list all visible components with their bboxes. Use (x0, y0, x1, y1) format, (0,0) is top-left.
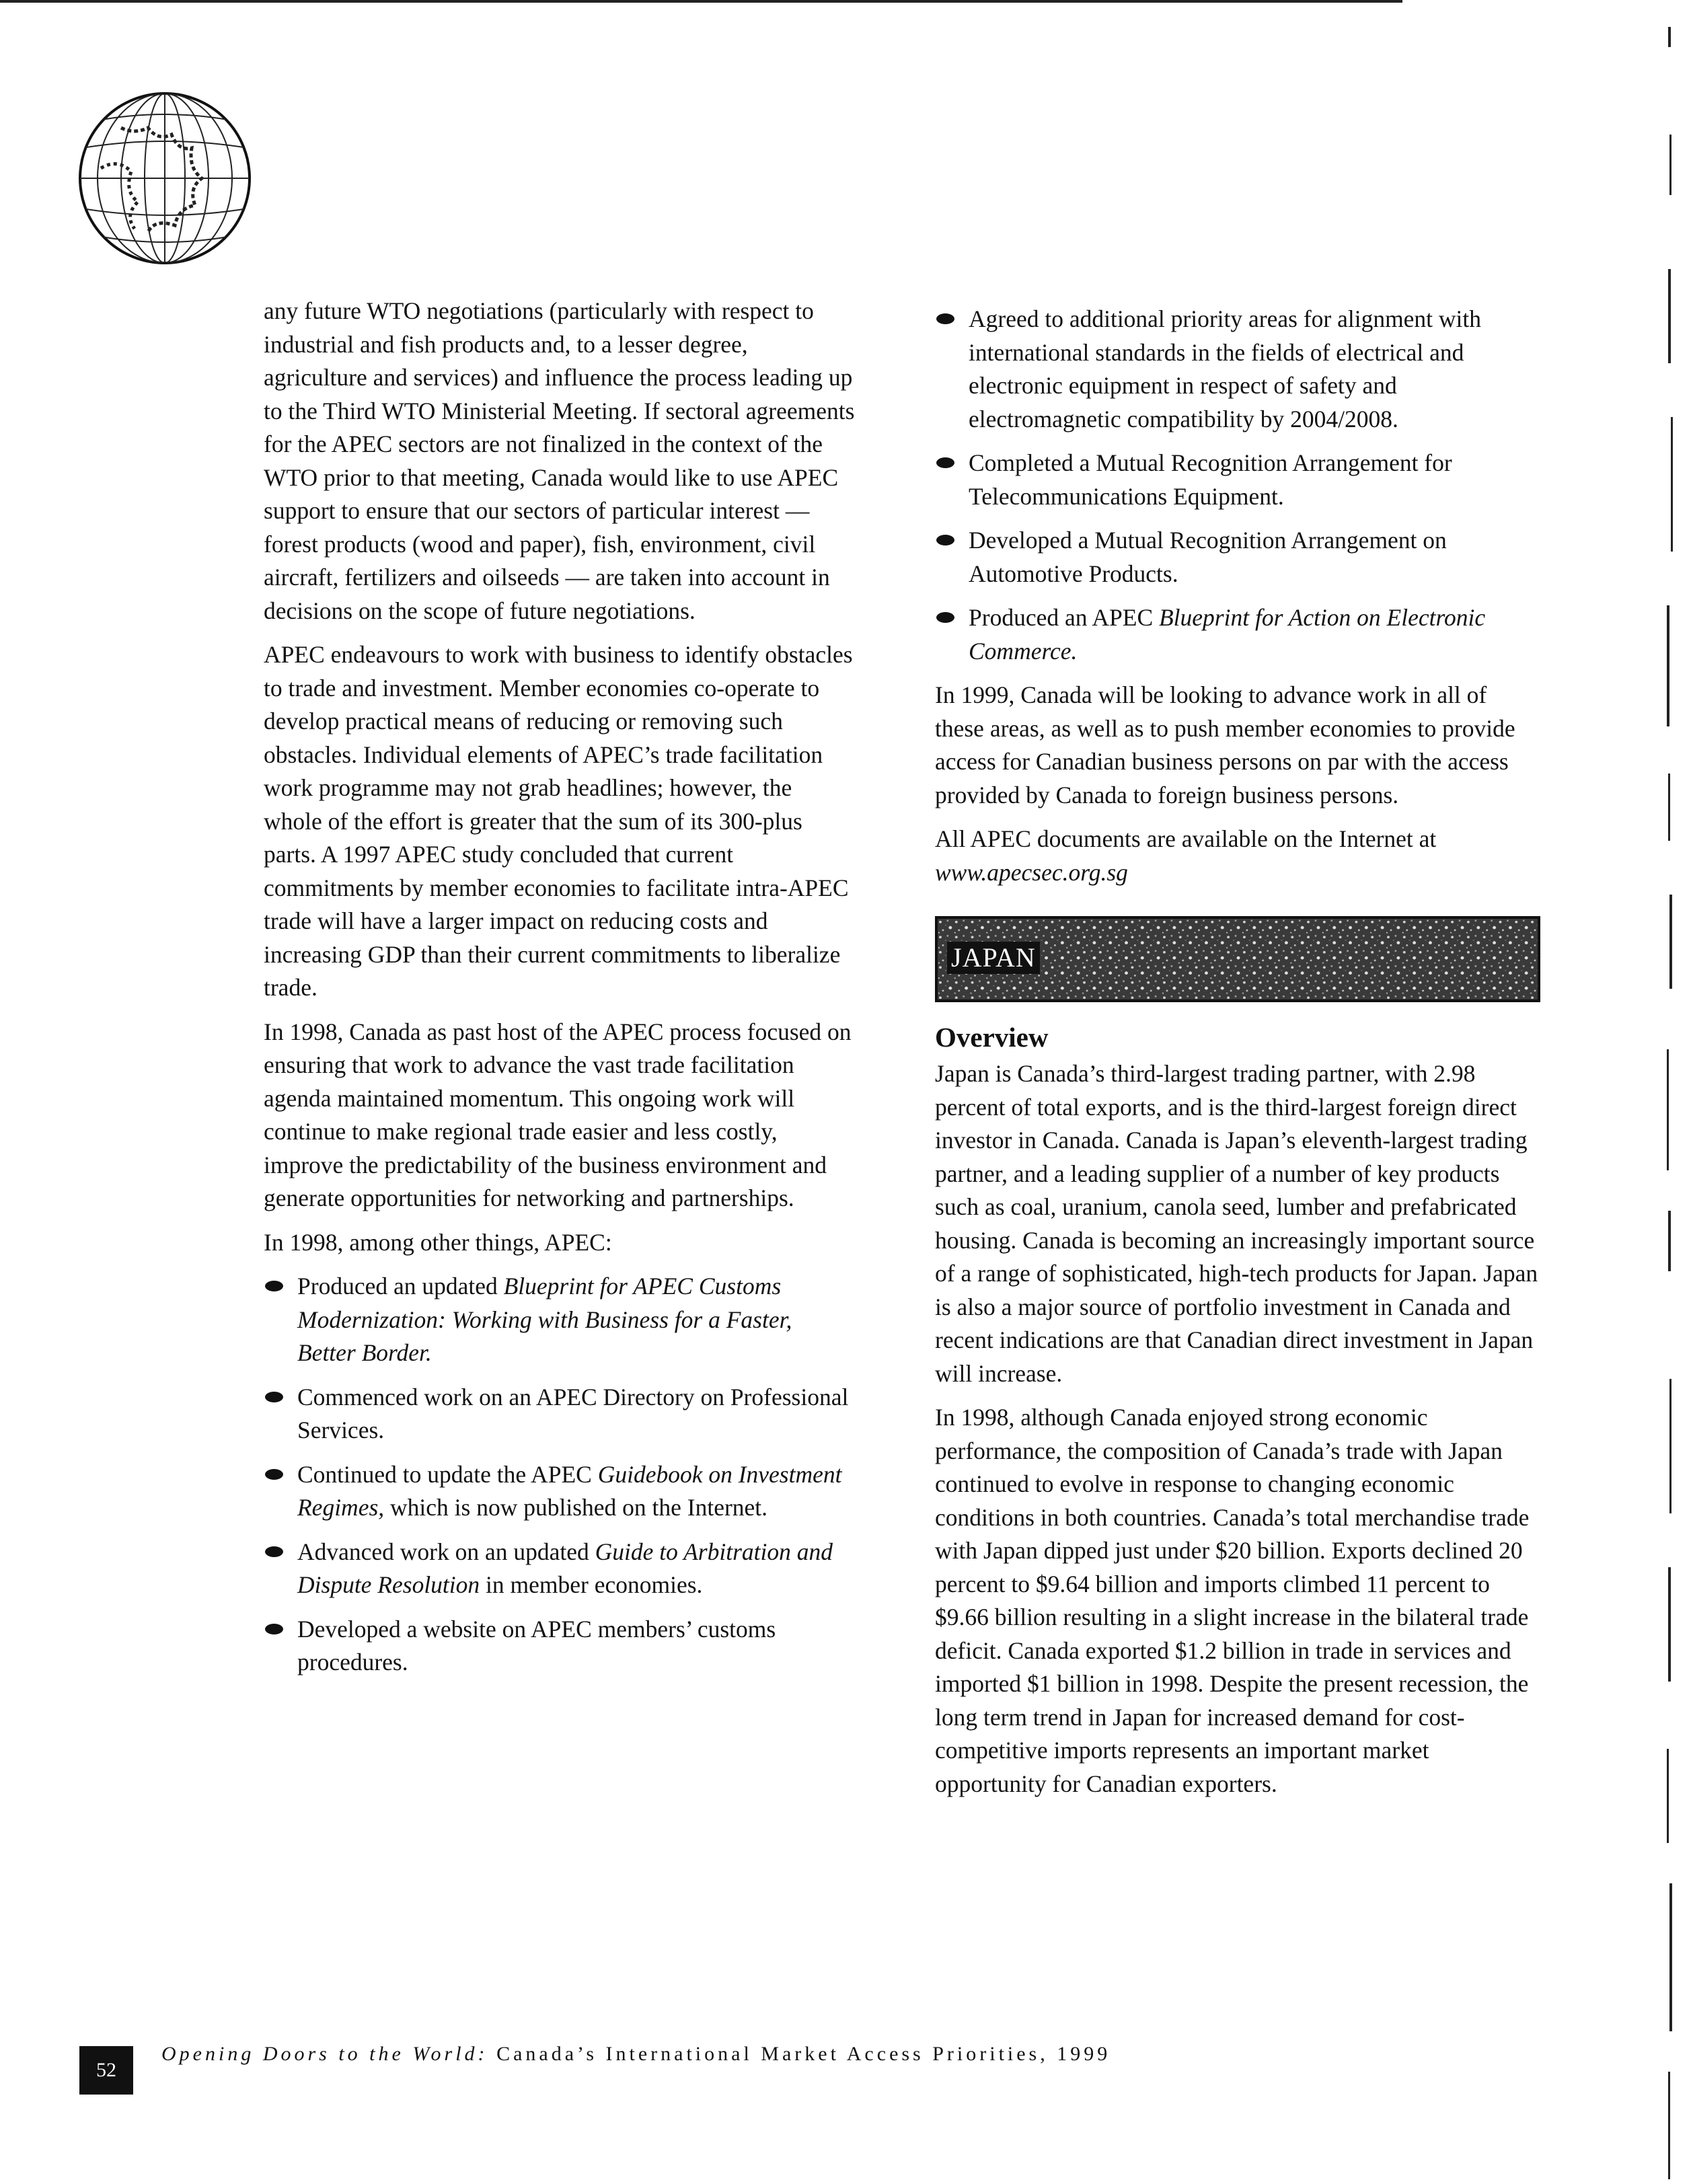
body-paragraph: Japan is Canada’s third-largest trading partner, with 2.98 percent of total exports, and is the third-largest foreign direct investor in Canada. Canada is Japan’s eleventh-largest trading partner, and a leading supplier of a number of key products such as coal, uranium, canola seed, lumber and prefabricated housing. Canada is becoming an increasingly important source of a range of sophisticated, high-tech products for Japan. Japan is also a major source of portfolio investment in Canada and recent indications are that Canadian direct investment in Japan will increase. (935, 1060, 1538, 1387)
bullet-icon (265, 1546, 283, 1557)
list-item (264, 1536, 856, 1602)
list-item (264, 1458, 856, 1525)
body-paragraph: any future WTO negotiations (particularly with respect to industrial and fish products and, to a lesser degree, agriculture and services) and influence the process leading up to the Third WTO Ministerial Meeting. If sectoral agreements for the APEC sectors are not finalized in the context of the WTO prior to that meeting, Canada would like to use APEC support to ensure that our sectors of particular interest — forest products (wood and paper), fish, environment, civil aircraft, fertilizers and oilseeds — are taken into account in decisions on the scope of future negotiations. (264, 297, 855, 624)
list-item-text: Developed a website on APEC members’ customs procedures. (297, 1615, 776, 1675)
body-paragraph: APEC endeavours to work with business to identify obstacles to trade and investment. Member economies co-operate to develop practical means of reducing or removing such obstacles. Individual elements of APEC’s trade facilitation work programme may not grab headlines; however, the whole of the effort is greater that the sum of its 300-plus parts. A 1997 APEC study concluded that current commitments by member economies to facilitate intra-APEC trade will have a larger impact on reducing costs and increasing GDP than their current commitments to liberalize trade. (264, 641, 853, 1001)
body-paragraph (935, 823, 1540, 889)
bullet-icon (265, 1281, 283, 1291)
scan-edge (1634, 0, 1691, 2184)
section-heading: Overview (935, 1022, 1049, 1053)
bullet-icon (265, 1469, 283, 1480)
list-item (264, 1381, 856, 1447)
section-banner (935, 916, 1540, 1002)
list-item-text: in member economies. (480, 1571, 703, 1598)
list-item-italic: Blueprint for APEC Customs Modernization: Working with Business for a Faster, Better Border. (297, 1273, 792, 1366)
body-paragraph: In 1998, although Canada enjoyed strong economic performance, the composition of Canada’s trade with Japan continued to evolve in response to changing economic conditions in both countries. Canada’s total merchandise trade with Japan dipped just under $20 billion. Exports declined 20 percent to $9.64 billion and imports climbed 11 percent to $9.66 billion resulting in a slight increase in the bilateral trade deficit. Canada exported $1.2 billion in trade in services and imported $1 billion in 1998. Despite the present recession, the long term trend in Japan for increased demand for cost-competitive imports represents an important market opportunity for Canadian exporters. (935, 1404, 1530, 1797)
body-text: All APEC documents are available on the Internet at (935, 825, 1437, 852)
top-rule (0, 0, 1402, 3)
list-item-text: which is now published on the Internet. (384, 1494, 768, 1521)
list-item (935, 524, 1540, 591)
list-item (935, 303, 1540, 436)
list-item-text: Produced an APEC (969, 604, 1159, 631)
list-item-italic: Blueprint for Action on Electronic Commerce. (969, 604, 1486, 665)
left-column (264, 295, 856, 1690)
right-column (935, 303, 1540, 1811)
body-paragraph: In 1998, among other things, APEC: (264, 1228, 612, 1256)
list-item-italic: Guide to Arbitration and Dispute Resolution (297, 1538, 833, 1598)
list-item-text: Continued to update the APEC (297, 1460, 598, 1488)
body-paragraph: In 1999, Canada will be looking to advance work in all of these areas, as well as to push member economies to provide access for Canadian business persons on par with the access provided by Canada to foreign business persons. (935, 681, 1515, 808)
list-item-text: Agreed to additional priority areas for alignment with international standards in the fields of electrical and electronic equipment in respect of safety and electromagnetic compatibility by 2004/2008. (969, 305, 1482, 432)
list-item (935, 447, 1540, 513)
section-label: JAPAN (947, 942, 1040, 974)
page-number: 52 (79, 2046, 133, 2095)
list-item-text: Produced an updated (297, 1273, 504, 1300)
bullet-icon (265, 1392, 283, 1402)
running-footer (161, 2039, 1111, 2069)
bullet-icon (265, 1624, 283, 1634)
list-item (264, 1270, 856, 1370)
globe-icon (74, 87, 256, 269)
bullet-icon (936, 612, 954, 623)
footer-title: Canada’s International Market Access Priorities, 1999 (488, 2043, 1111, 2065)
list-item-text: Advanced work on an updated (297, 1538, 595, 1565)
website-link[interactable]: www.apecsec.org.sg (935, 858, 1128, 886)
list-item-text: Developed a Mutual Recognition Arrangement on Automotive Products. (969, 527, 1447, 587)
list-item-text: Completed a Mutual Recognition Arrangement for Telecommunications Equipment. (969, 449, 1452, 510)
list-item-italic: Guidebook on Investment Regimes, (297, 1460, 842, 1521)
list-item-text: Commenced work on an APEC Directory on Professional Services. (297, 1383, 849, 1443)
list-item (935, 601, 1540, 668)
footer-title-italic: Opening Doors to the World: (161, 2043, 488, 2065)
body-paragraph: In 1998, Canada as past host of the APEC process focused on ensuring that work to advance the vast trade facilitation agenda maintained momentum. This ongoing work will continue to make regional trade easier and less costly, improve the predictability of the business environment and generate opportunities for networking and partnerships. (264, 1018, 852, 1211)
bullet-icon (936, 313, 954, 324)
bullet-icon (936, 457, 954, 468)
list-item (264, 1613, 856, 1680)
bullet-icon (936, 535, 954, 545)
